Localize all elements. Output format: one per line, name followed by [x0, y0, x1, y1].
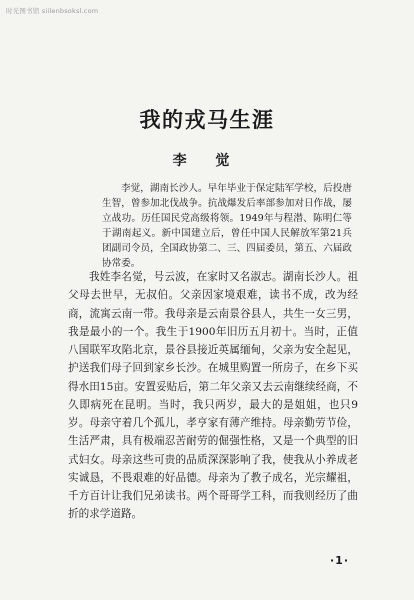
author-intro: 李觉，湖南长沙人。早年毕业于保定陆军学校，后投唐生智，曾参加北伐战争。抗战爆发后率部参加对日作战，屡立战功。历任国民党高级将领。1949年与程潜、陈明仁等于湖南起义。新中国建立后，曾任中国人民解放军第21兵团副司令员，全国政协第二、三、四届委员，第五、六届政协常委。: [102, 183, 352, 269]
article-title: 我的戎马生涯: [139, 107, 275, 132]
author-name: 李 觉: [172, 153, 242, 169]
page-number: ·1·: [330, 554, 350, 567]
watermark: 时光图书馆 siilenbsoksl.com: [6, 7, 99, 15]
body-text: 我姓李名觉，号云波，在家时又名淑志。湖南长沙人。祖父母去世早，无叔伯。父亲因家境艰难，读书不成，改为经商，流寓云南一带。我母亲是云南景谷县人，共生一女三男，我是最小的一个。我生于1900年旧历五月初十。当时，正值八国联军攻陷北京，景谷县接近英属缅甸，父亲为安全起见，护送我们母子回到家乡长沙。在城里购置一所房子，在乡下买得水田15亩。安置妥贴后，第二年父亲又去云南继续经商，不久即病死在昆明。当时，我只两岁，最大的是姐姐，也只9岁。母亲守着几个孤儿，孝亨家有薄产维持。母亲勤劳节俭，生活严肃，具有极端忍苦耐劳的倔强性格，又是一个典型的旧式妇女。母亲这些可贵的品质深深影响了我，使我从小养成老实诚恳，不畏艰难的好品德。母亲为了教子成名，光宗耀祖，千方百计让我们兄弟读书。两个哥哥学工科，而我则经历了曲折的求学道路。: [68, 271, 358, 521]
